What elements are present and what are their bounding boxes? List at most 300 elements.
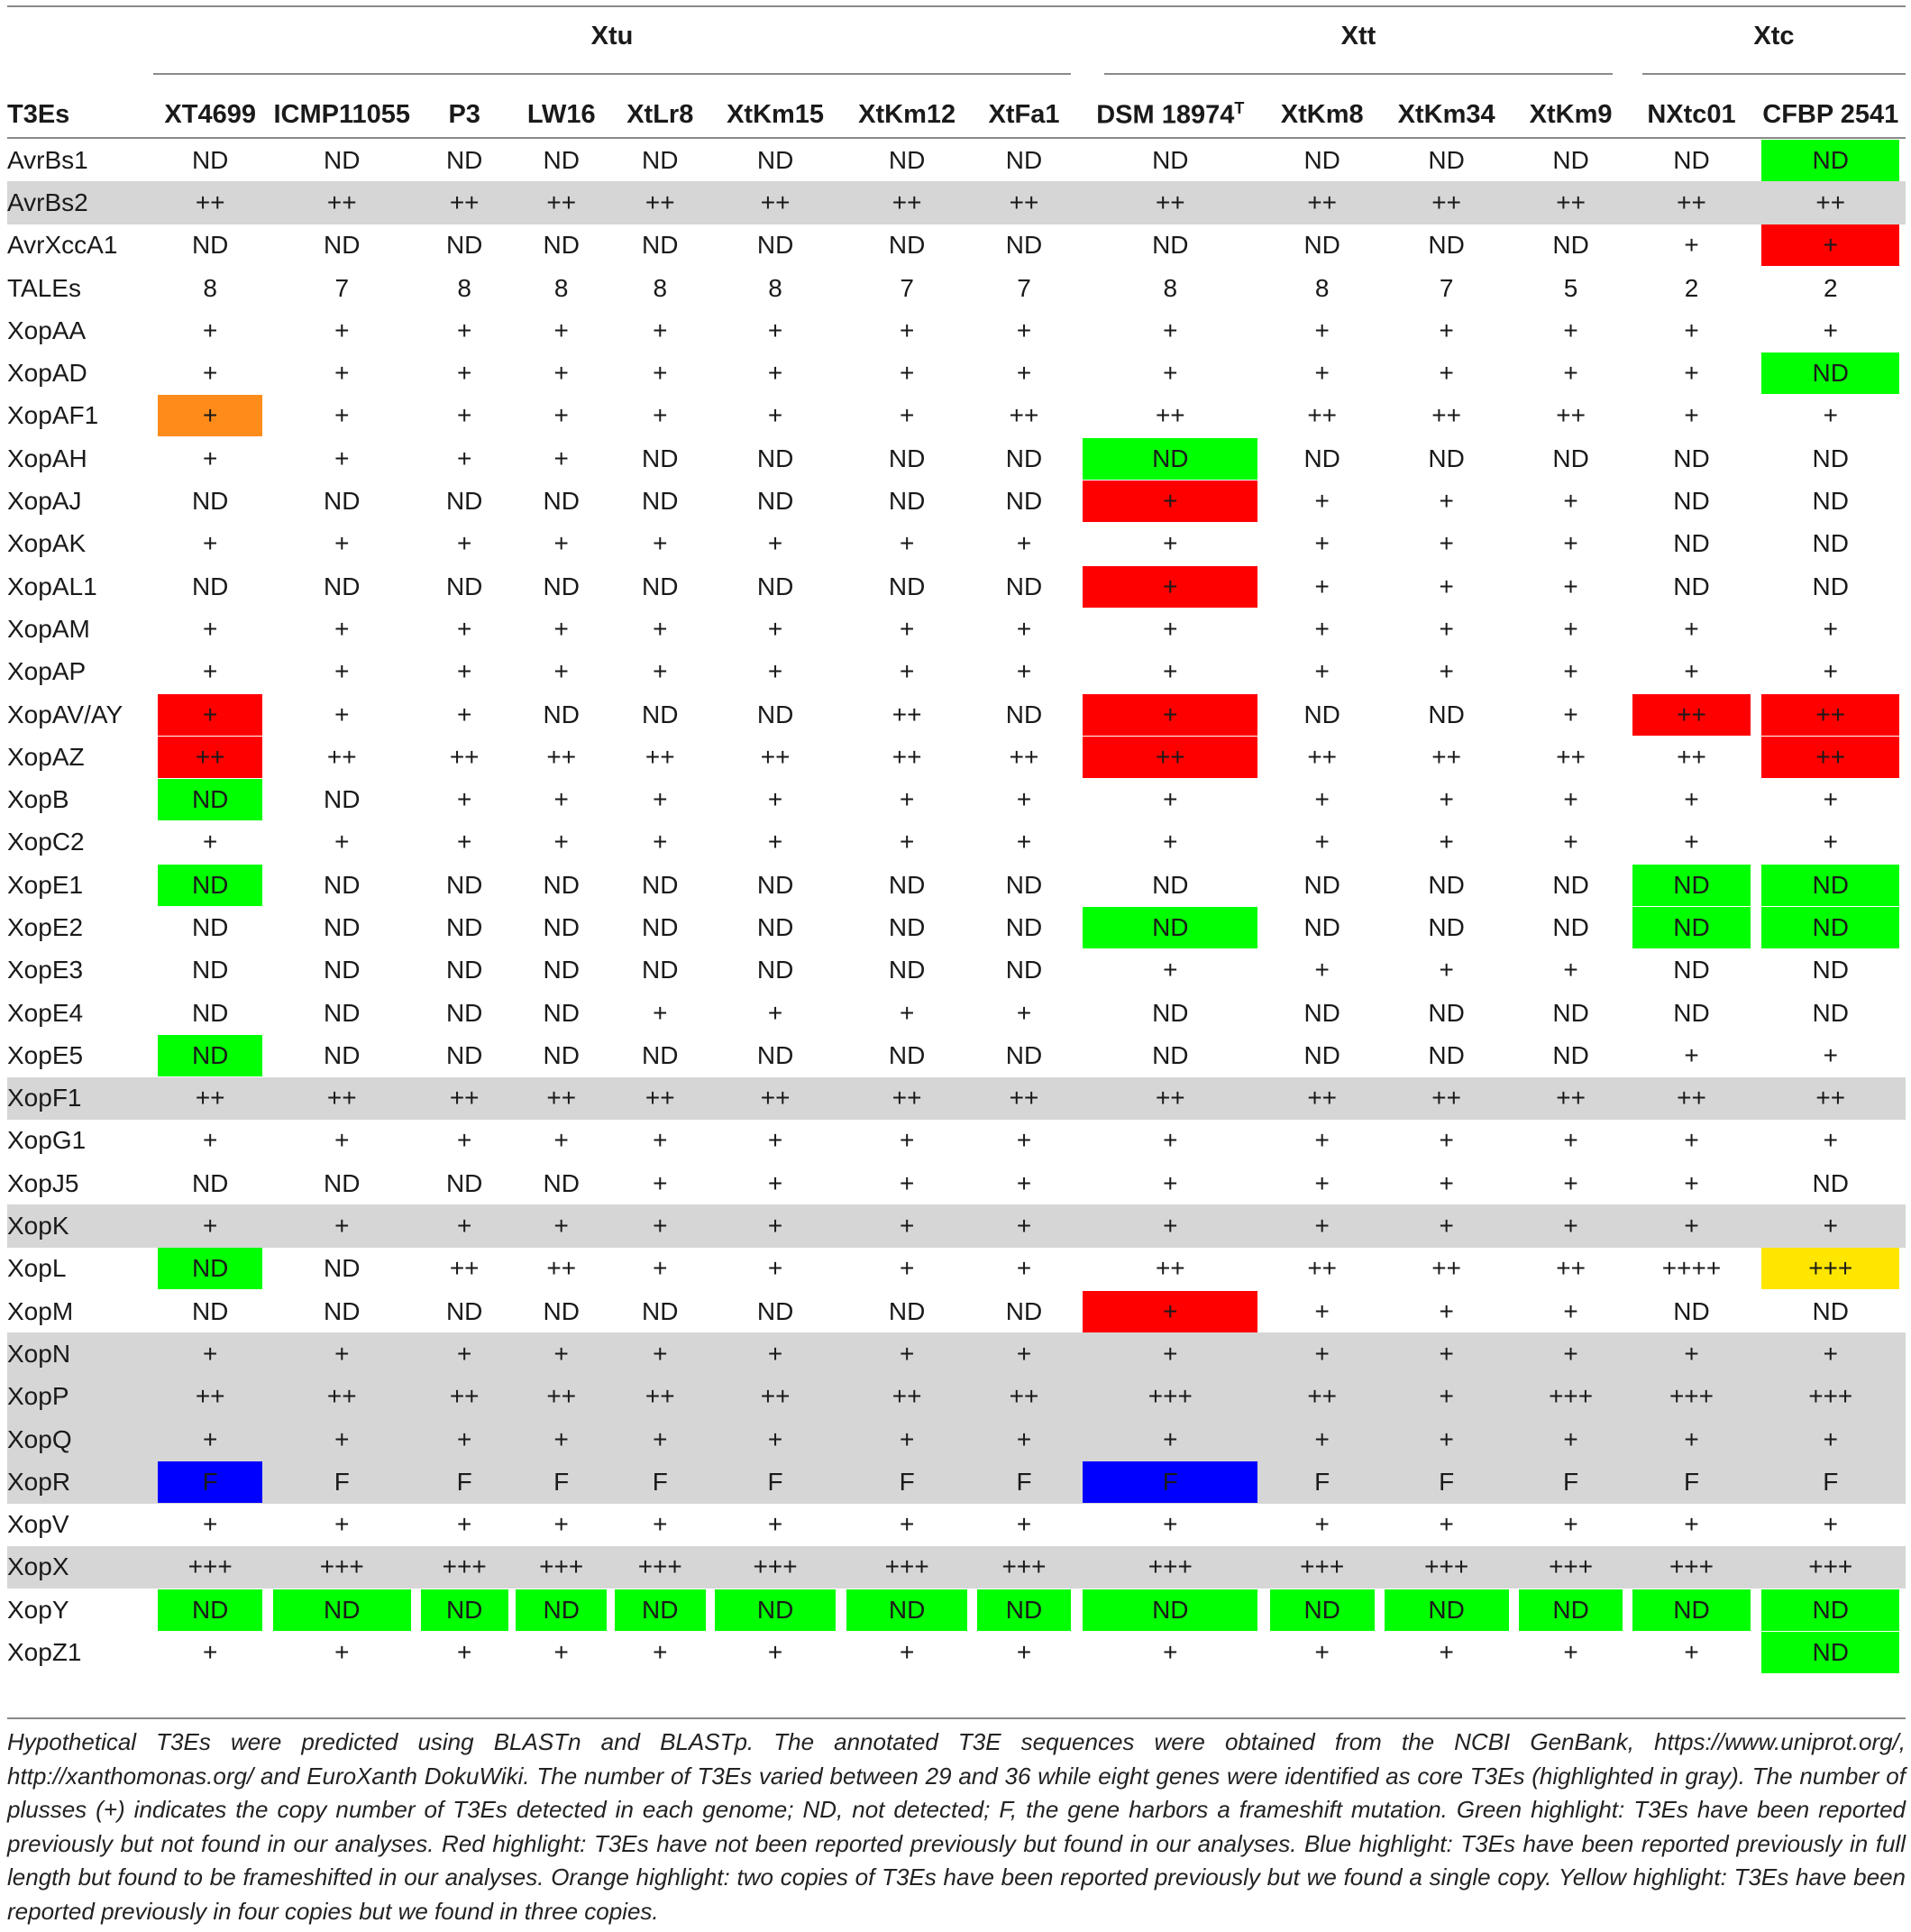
table-row [7, 565, 1906, 608]
table-cell: + [1756, 1418, 1906, 1460]
table-cell: ++ [1266, 1077, 1379, 1120]
table-cell: 7 [334, 273, 350, 302]
table-cell: ++ [709, 1077, 841, 1120]
effector-name: XopM [7, 1296, 74, 1325]
effector-name: XopR [7, 1460, 153, 1503]
table-cell: + [899, 401, 915, 430]
table-cell: ND [1673, 998, 1710, 1027]
header-strain: ICMP11055 [273, 99, 411, 129]
table-row [7, 1290, 1906, 1332]
table-cell: ND [1005, 912, 1043, 941]
table-cell: + [1823, 1510, 1838, 1539]
table-cell: + [1314, 359, 1330, 388]
table-cell: ++ [610, 1077, 709, 1120]
table-cell: + [267, 1332, 416, 1375]
effector-name: XopAK [7, 529, 87, 558]
table-row [7, 693, 1906, 736]
table-cell: ++ [1556, 742, 1586, 771]
table-cell: ++ [267, 1077, 416, 1120]
table-cell: + [1563, 487, 1578, 516]
table-cell: ND [1428, 145, 1465, 174]
table-cell: ND [888, 1296, 926, 1325]
table-cell: ++ [1307, 401, 1338, 430]
table-cell: ND [1303, 231, 1340, 260]
type-strain-superscript: T [1234, 98, 1245, 117]
table-cell: ND [888, 145, 926, 174]
table-cell: 2 [1684, 273, 1699, 302]
table-cell: 8 [768, 273, 782, 302]
table-cell: + [1379, 1332, 1514, 1375]
table-cell: +++ [1075, 1546, 1266, 1589]
table-cell: ND [445, 912, 483, 941]
table-cell: ND [1552, 231, 1589, 260]
table-cell [1627, 693, 1755, 736]
table-cell: ND [1152, 998, 1189, 1027]
table-cell: + [899, 359, 915, 388]
table-cell: + [899, 1638, 915, 1667]
table-cell: ND [756, 700, 794, 728]
table-cell [1075, 480, 1266, 522]
table-cell: + [610, 1332, 709, 1375]
table-cell: F [1266, 1460, 1379, 1503]
table-cell: + [1684, 316, 1699, 344]
table-cell: + [1016, 828, 1032, 856]
highlighted-value: ND [1761, 140, 1899, 181]
table-cell: ++ [1009, 401, 1039, 430]
table-cell: ND [1303, 998, 1340, 1027]
table-cell: 8 [457, 273, 471, 302]
table-cell: ND [324, 912, 361, 941]
table-cell: + [1684, 231, 1699, 260]
table-cell: ND [756, 231, 794, 260]
table-cell: + [553, 316, 569, 344]
header-strain: XtKm34 [1397, 99, 1495, 129]
highlighted-value: + [158, 395, 262, 436]
table-cell: F [1379, 1460, 1514, 1503]
table-cell [153, 395, 267, 437]
table-cell: ++ [416, 1077, 512, 1120]
table-row [7, 1034, 1906, 1076]
table-cell: ++ [891, 742, 922, 771]
table-cell: + [767, 1254, 783, 1283]
table-cell: 8 [1163, 273, 1178, 302]
table-cell [1627, 864, 1755, 906]
table-cell: ND [191, 1296, 229, 1325]
table-cell: ND [543, 998, 580, 1027]
table-cell: ++ [1514, 181, 1628, 224]
header-strain: CFBP 2541 [1762, 99, 1899, 129]
table-cell: + [1439, 614, 1454, 643]
table-cell: + [1439, 785, 1454, 814]
table-cell: +++ [1756, 1546, 1906, 1589]
table-cell: + [334, 657, 350, 686]
table-cell: ++ [267, 1376, 416, 1418]
table-cell: + [899, 998, 915, 1027]
table-cell: + [334, 828, 350, 856]
table-row [7, 139, 1906, 181]
table-cell: ND [445, 1168, 483, 1197]
table-footnote: Hypothetical T3Es were predicted using BLASTn and BLASTp. The annotated T3E sequences were obtained from the NCBI GenBank, https://www.uniprot.org/, http://xanthomonas.org/ and EuroXanth DokuWiki. The number of T3Es varied between 29 and 36 while eight genes were identified as core T3Es (highlighted in gray). The number of plusses (+) indicates the copy number of T3Es detected in each genome; ND, not detected; F, the gene harbors a frameshift mutation. Green highlight: T3Es have been reported previously but not found in our analyses. Red highlight: T3Es have not been reported previously but found in our analyses. Blue highlight: T3Es have been reported previously in full length but found to be frameshifted in our analyses. Orange highlight: two copies of T3Es have been reported previously but we found a single copy. Yellow highlight: T3Es have been reported previously in four copies but we found in three copies. [7, 1728, 1906, 1925]
table-cell: + [1684, 828, 1699, 856]
table-cell [1075, 1290, 1266, 1332]
table-cell: ++ [841, 1376, 973, 1418]
effector-name: AvrXccA1 [7, 231, 118, 260]
table-cell: + [1823, 316, 1838, 344]
table-cell: + [553, 401, 569, 430]
header-strain-dsm [1075, 90, 1266, 139]
table-cell: ND [324, 145, 361, 174]
table-cell: ND [888, 1040, 926, 1069]
table-cell: +++ [973, 1546, 1075, 1589]
table-cell: + [457, 401, 472, 430]
table-cell: + [153, 1418, 267, 1460]
table-cell: + [709, 1204, 841, 1247]
table-cell: + [1163, 614, 1178, 643]
table-cell: + [1439, 359, 1454, 388]
table-cell: + [653, 828, 668, 856]
table-cell: ND [324, 231, 361, 260]
table-cell: ND [756, 1040, 794, 1069]
table-cell: + [1563, 529, 1578, 558]
table-cell: ++ [153, 181, 267, 224]
table-cell: + [334, 316, 350, 344]
table-cell: + [1563, 956, 1578, 984]
table-row [7, 778, 1906, 820]
highlighted-value: F [158, 1461, 262, 1503]
table-cell: ND [642, 487, 679, 516]
table-cell: + [1563, 1126, 1578, 1155]
table-cell: + [1439, 1168, 1454, 1197]
table-cell: ND [324, 1040, 361, 1069]
header-strain: XT4699 [164, 99, 256, 129]
header-strain: XtKm15 [727, 99, 825, 129]
table-cell: + [653, 401, 668, 430]
table-cell: + [899, 614, 915, 643]
table-cell: ++ [449, 1254, 480, 1283]
table-cell [153, 1460, 267, 1503]
effector-name: XopAP [7, 657, 87, 686]
table-cell: + [899, 1168, 915, 1197]
header-strain: NXtc01 [1647, 99, 1736, 129]
table-cell: F [512, 1460, 611, 1503]
table-cell: + [1514, 1332, 1628, 1375]
table-cell: + [457, 1510, 472, 1539]
table-cell: ND [756, 956, 794, 984]
highlighted-value: + [1083, 694, 1257, 736]
highlighted-value: F [1083, 1461, 1257, 1503]
group-line-xtc [1642, 73, 1906, 75]
table-cell: + [553, 1510, 569, 1539]
table-cell: + [1823, 401, 1838, 430]
table-cell: + [1514, 1418, 1628, 1460]
table-cell: +++ [153, 1546, 267, 1589]
table-cell: + [841, 1418, 973, 1460]
table-cell: ++ [1155, 1254, 1185, 1283]
highlighted-value: ++ [158, 737, 262, 778]
table-cell: ND [756, 870, 794, 899]
table-cell: + [203, 1510, 218, 1539]
table-cell: ND [1005, 1296, 1043, 1325]
table-cell: + [1684, 614, 1699, 643]
table-cell: + [1823, 828, 1838, 856]
table-cell: ND [445, 1040, 483, 1069]
table-cell: ++ [1075, 1077, 1266, 1120]
table-cell: ND [1303, 870, 1340, 899]
header-strain: XtKm8 [1280, 99, 1364, 129]
table-cell: ND [1428, 231, 1465, 260]
table-cell: ++ [326, 742, 357, 771]
table-cell: ND [191, 998, 229, 1027]
highlighted-value: + [1083, 1291, 1257, 1332]
table-cell: ND [1812, 529, 1849, 558]
header-strain: XtKm12 [858, 99, 956, 129]
table-cell: + [1823, 614, 1838, 643]
table-cell: ++ [546, 742, 577, 771]
table-cell: ND [543, 870, 580, 899]
table-cell: ND [1812, 572, 1849, 600]
table-cell: + [653, 614, 668, 643]
table-cell [1756, 1589, 1906, 1631]
table-cell: + [1563, 785, 1578, 814]
table-cell [1756, 352, 1906, 394]
table-cell: ND [642, 572, 679, 600]
bottom-rule [7, 1717, 1906, 1719]
table-cell: + [334, 359, 350, 388]
table-cell: + [1684, 1638, 1699, 1667]
table-body [7, 139, 1906, 1674]
table-cell: ND [1005, 487, 1043, 516]
table-cell: + [1563, 1296, 1578, 1325]
highlighted-value: ++ [1632, 694, 1751, 736]
table-cell: + [1684, 401, 1699, 430]
table-cell: +++ [1379, 1546, 1514, 1589]
highlighted-value: ND [1083, 438, 1257, 480]
table-cell: + [553, 657, 569, 686]
table-cell: ND [1303, 912, 1340, 941]
effector-name: XopX [7, 1546, 153, 1589]
table-cell: ++ [760, 742, 791, 771]
table-cell: + [1684, 1126, 1699, 1155]
table-cell: ND [756, 487, 794, 516]
table-cell: ND [1005, 1040, 1043, 1069]
table-cell: ND [445, 572, 483, 600]
table-cell: F [709, 1460, 841, 1503]
table-cell: ++ [1556, 1254, 1586, 1283]
table-row [7, 395, 1906, 437]
table-cell: ND [756, 572, 794, 600]
table-cell: + [1627, 1418, 1755, 1460]
table-cell [1514, 1589, 1628, 1631]
table-cell: + [457, 1638, 472, 1667]
table-cell: ND [1303, 444, 1340, 472]
effector-name: XopE2 [7, 912, 84, 941]
table-cell: ND [324, 487, 361, 516]
table-cell: ND [543, 1296, 580, 1325]
table-cell: ND [1673, 572, 1710, 600]
table-cell: + [1563, 1638, 1578, 1667]
table-row [7, 352, 1906, 394]
table-cell: + [457, 828, 472, 856]
table-cell: + [1514, 1204, 1628, 1247]
table-cell: + [1314, 529, 1330, 558]
table-cell: ND [191, 912, 229, 941]
table-cell [1075, 906, 1266, 948]
table-cell: + [767, 657, 783, 686]
highlighted-value: ND [1083, 907, 1257, 948]
table-cell: 2 [1823, 273, 1838, 302]
table-cell: ND [543, 956, 580, 984]
table-cell: + [1439, 657, 1454, 686]
table-cell: + [1016, 359, 1032, 388]
header-strain-dsm-label: DSM 18974 [1096, 100, 1235, 130]
table-cell: + [1823, 1126, 1838, 1155]
table-cell: + [553, 614, 569, 643]
table-cell: + [899, 529, 915, 558]
table-cell: ND [191, 487, 229, 516]
table-cell: + [267, 1418, 416, 1460]
table-cell [1075, 1460, 1266, 1503]
table-cell: ND [543, 1040, 580, 1069]
table-cell: + [1016, 1510, 1032, 1539]
table-cell: ++ [416, 181, 512, 224]
table-cell: ND [543, 1168, 580, 1197]
table-cell: ND [324, 785, 361, 814]
table-cell: F [267, 1460, 416, 1503]
highlighted-value: ND [1632, 865, 1751, 906]
table-cell: + [1163, 657, 1178, 686]
table-row [7, 224, 1906, 267]
table-cell: +++ [610, 1546, 709, 1589]
table-row [7, 437, 1906, 480]
table-cell: ND [324, 1254, 361, 1283]
highlighted-value: ++ [1761, 694, 1899, 736]
table-cell: ND [642, 145, 679, 174]
table-cell: + [1163, 828, 1178, 856]
table-row [7, 651, 1906, 693]
header-row [7, 90, 1906, 139]
table-cell: +++ [709, 1546, 841, 1589]
table-cell: ND [324, 870, 361, 899]
table-cell: + [1163, 1168, 1178, 1197]
effector-name: XopB [7, 785, 69, 814]
highlighted-value: ND [1632, 1589, 1751, 1631]
table-cell: ND [191, 956, 229, 984]
effector-name: XopAV/AY [7, 700, 123, 728]
table-cell: + [1823, 657, 1838, 686]
highlighted-value: + [1083, 566, 1257, 608]
table-cell: ND [888, 956, 926, 984]
table-cell: + [1563, 316, 1578, 344]
highlighted-value: ND [846, 1589, 967, 1631]
table-cell [610, 1589, 709, 1631]
table-cell: ++ [610, 181, 709, 224]
table-cell [153, 864, 267, 906]
effector-name: XopAH [7, 444, 87, 472]
highlighted-value: ++ [1761, 737, 1899, 778]
table-cell: ND [1152, 145, 1189, 174]
table-cell: ND [1812, 956, 1849, 984]
table-cell: + [553, 529, 569, 558]
table-cell: + [334, 444, 350, 472]
table-cell: ND [191, 572, 229, 600]
table-cell: +++ [1075, 1376, 1266, 1418]
table-cell: ++ [973, 1376, 1075, 1418]
table-cell: + [1756, 1332, 1906, 1375]
table-cell: ++ [1379, 1077, 1514, 1120]
table-cell: + [1016, 529, 1032, 558]
table-cell: ND [642, 231, 679, 260]
table-cell: +++ [1627, 1376, 1755, 1418]
table-cell: ND [1303, 700, 1340, 728]
table-cell: + [1163, 1510, 1178, 1539]
header-strain: LW16 [526, 99, 596, 129]
table-cell: + [457, 359, 472, 388]
table-cell: + [457, 444, 472, 472]
table-row [7, 949, 1906, 992]
table-cell: ND [756, 912, 794, 941]
table-cell: + [1684, 359, 1699, 388]
table-cell: + [767, 359, 783, 388]
table-cell: 5 [1563, 273, 1578, 302]
group-label-xtt: Xtt [1340, 22, 1376, 50]
table-cell: + [1314, 572, 1330, 600]
table-cell: + [1627, 1332, 1755, 1375]
table-cell: ++ [1756, 181, 1906, 224]
effector-name: XopAF1 [7, 401, 99, 430]
table-cell: ND [445, 145, 483, 174]
highlighted-value: ND [1761, 353, 1899, 394]
effector-name: XopE3 [7, 956, 84, 984]
table-cell: ++ [546, 1254, 577, 1283]
effector-name: XopP [7, 1376, 153, 1418]
table-cell: ND [1005, 572, 1043, 600]
table-cell: + [416, 1418, 512, 1460]
table-row [7, 992, 1906, 1034]
table-row [7, 1546, 1906, 1589]
highlighted-value: ND [158, 865, 262, 906]
table-cell: +++ [1627, 1546, 1755, 1589]
table-cell: ND [1303, 145, 1340, 174]
highlighted-value: ND [1519, 1589, 1623, 1631]
table-cell: + [553, 359, 569, 388]
highlighted-value: ND [615, 1589, 706, 1631]
table-cell: ND [756, 1296, 794, 1325]
effector-name: XopE4 [7, 998, 84, 1027]
table-cell: ND [191, 145, 229, 174]
table-cell: ++ [1266, 1376, 1379, 1418]
header-strain: P3 [448, 99, 480, 129]
effector-name: XopF1 [7, 1077, 153, 1120]
table-cell: + [653, 657, 668, 686]
effector-name: TALEs [7, 273, 81, 302]
table-cell: ND [1428, 912, 1465, 941]
table-cell: F [610, 1460, 709, 1503]
table-cell: ND [1812, 487, 1849, 516]
table-cell: + [1756, 1204, 1906, 1247]
table-cell: + [1439, 1126, 1454, 1155]
table-cell: + [767, 529, 783, 558]
table-cell: + [1266, 1418, 1379, 1460]
table-cell [841, 1589, 973, 1631]
table-cell: + [973, 1332, 1075, 1375]
table-cell: ND [1552, 912, 1589, 941]
table-cell: + [512, 1204, 611, 1247]
highlighted-value: ND [1761, 865, 1899, 906]
table-cell: + [767, 785, 783, 814]
table-cell: + [334, 1638, 350, 1667]
table-cell: ND [543, 145, 580, 174]
table-cell: ND [1428, 1040, 1465, 1069]
